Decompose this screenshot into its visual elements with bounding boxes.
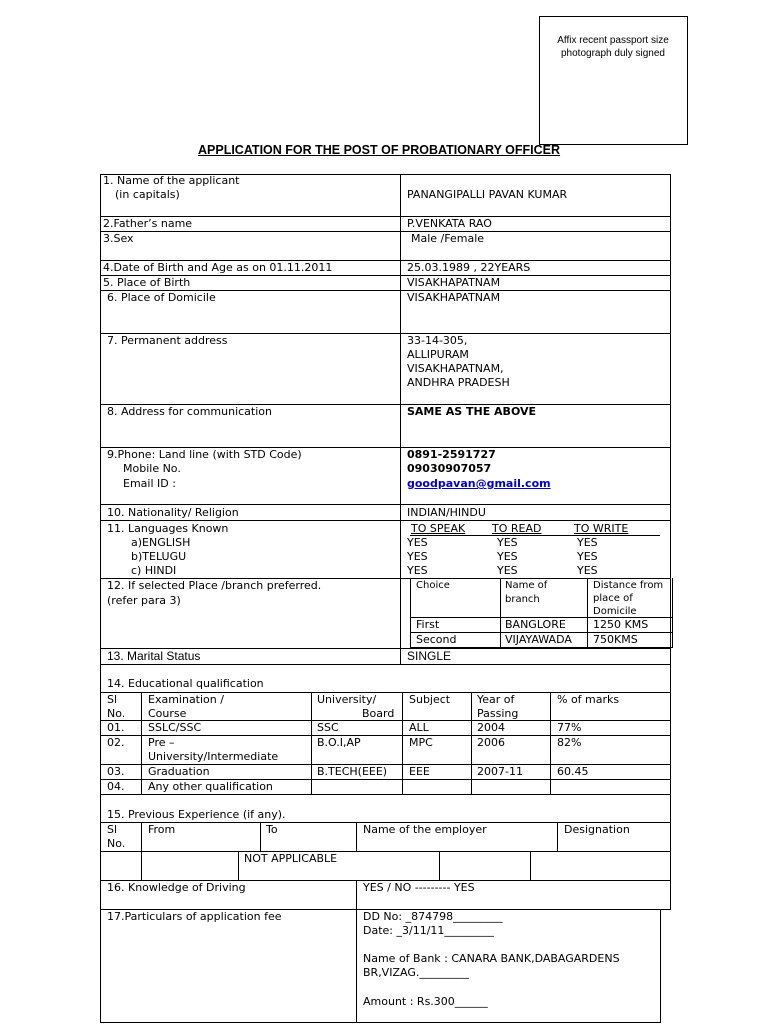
- marital-status-value: SINGLE: [407, 649, 452, 663]
- landline-value: 0891-2591727: [407, 448, 496, 461]
- language-read: YES: [497, 564, 518, 577]
- edu-exam: Pre –: [148, 736, 175, 749]
- father-name-label: 2.Father’s name: [103, 217, 193, 230]
- fee-dd-number: DD No: _874798_________: [363, 910, 503, 923]
- language-name: b)TELUGU: [131, 550, 187, 563]
- language-speak: YES: [407, 564, 428, 577]
- branch-pref-sublabel: (refer para 3): [107, 594, 181, 607]
- edu-header-exam: Examination /: [148, 693, 224, 706]
- nationality-value: INDIAN/HINDU: [407, 506, 486, 519]
- email-link[interactable]: goodpavan@gmail.com: [407, 477, 551, 490]
- edu-header-year: Year of: [477, 693, 515, 706]
- permanent-address-line: VISAKHAPATNAM,: [407, 362, 504, 375]
- experience-label: 15. Previous Experience (if any).: [107, 808, 286, 821]
- branch-header-distance: Domicile: [593, 606, 637, 617]
- sex-label: 3.Sex: [103, 232, 134, 245]
- language-speak: YES: [407, 550, 428, 563]
- edu-header-univ: University/: [317, 693, 377, 706]
- edu-year: 2006: [477, 736, 505, 749]
- fee-date: Date: _3/11/11_________: [363, 924, 494, 937]
- edu-sl: 02.: [107, 736, 125, 749]
- edu-univ: B.TECH(EEE): [317, 765, 388, 778]
- domicile-value: VISAKHAPATNAM: [407, 291, 501, 304]
- edu-exam-line2: University/Intermediate: [148, 750, 279, 763]
- edu-subject: MPC: [409, 736, 433, 749]
- permanent-address-line: 33-14-305,: [407, 334, 468, 347]
- phone-label: 9.Phone: Land line (with STD Code): [107, 448, 302, 461]
- exp-header-to: To: [266, 823, 278, 836]
- fee-bank-line2: BR,VIZAG._________: [363, 966, 469, 979]
- edu-header-sl: No.: [107, 707, 126, 720]
- exp-header-from: From: [148, 823, 176, 836]
- applicant-name-sublabel: (in capitals): [115, 188, 180, 201]
- edu-univ: SSC: [317, 721, 339, 734]
- language-read: YES: [497, 550, 518, 563]
- language-write: YES: [577, 550, 598, 563]
- mobile-label: Mobile No.: [123, 462, 181, 475]
- photo-box-text-line2: photograph duly signed: [561, 48, 665, 59]
- branch-header-name: Name of: [505, 580, 548, 591]
- driving-label: 16. Knowledge of Driving: [107, 881, 246, 894]
- language-name: c) HINDI: [131, 564, 177, 577]
- edu-exam: SSLC/SSC: [148, 721, 202, 734]
- applicant-name-label: 1. Name of the applicant: [103, 174, 240, 187]
- edu-header-marks: % of marks: [557, 693, 620, 706]
- edu-subject: EEE: [409, 765, 430, 778]
- education-label: 14. Educational qualification: [107, 677, 264, 690]
- edu-sl: 01.: [107, 721, 125, 734]
- permanent-address-line: ALLIPURAM: [407, 348, 469, 361]
- edu-univ: B.O.I,AP: [317, 736, 361, 749]
- sex-value: Male /Female: [411, 232, 485, 245]
- exp-header-employer: Name of the employer: [363, 823, 487, 836]
- language-speak: YES: [407, 536, 428, 549]
- language-read: YES: [497, 536, 518, 549]
- exp-header-designation: Designation: [564, 823, 630, 836]
- page-title: APPLICATION FOR THE POST OF PROBATIONARY OFFICER: [198, 143, 561, 157]
- languages-header-speak: TO SPEAK: [411, 522, 466, 535]
- domicile-label: 6. Place of Domicile: [107, 291, 216, 304]
- languages-header-write: TO WRITE: [574, 522, 629, 535]
- edu-marks: 82%: [557, 736, 582, 749]
- communication-address-value: SAME AS THE ABOVE: [407, 405, 537, 418]
- edu-header-subject: Subject: [409, 693, 451, 706]
- permanent-address-label: 7. Permanent address: [107, 334, 228, 347]
- edu-header-year: Passing: [477, 707, 519, 720]
- edu-subject: ALL: [409, 721, 429, 734]
- fee-bank: Name of Bank : CANARA BANK,DABAGARDENS: [363, 952, 620, 965]
- photo-box-text-line1: Affix recent passport size: [557, 35, 669, 46]
- birth-place-label: 5. Place of Birth: [103, 276, 191, 289]
- branch-name: VIJAYAWADA: [505, 633, 572, 646]
- branch-distance: 1250 KMS: [593, 618, 649, 631]
- email-label: Email ID :: [123, 477, 176, 490]
- edu-header-exam: Course: [148, 707, 187, 720]
- fee-label: 17.Particulars of application fee: [107, 910, 282, 923]
- languages-label: 11. Languages Known: [107, 522, 229, 535]
- communication-address-label: 8. Address for communication: [107, 405, 272, 418]
- mobile-value: 09030907057: [407, 462, 492, 475]
- branch-pref-label: 12. If selected Place /branch preferred.: [107, 579, 322, 592]
- language-name: a)ENGLISH: [131, 536, 191, 549]
- edu-exam: Graduation: [148, 765, 210, 778]
- languages-header-read: TO READ: [492, 522, 542, 535]
- permanent-address-line: ANDHRA PRADESH: [407, 376, 510, 389]
- edu-exam: Any other qualification: [148, 780, 273, 793]
- edu-sl: 04.: [107, 780, 125, 793]
- exp-header-sl: Sl: [107, 823, 118, 836]
- language-write: YES: [577, 536, 598, 549]
- branch-distance: 750KMS: [593, 633, 638, 646]
- branch-header-distance: Distance from: [593, 580, 664, 591]
- branch-name: BANGLORE: [505, 618, 566, 631]
- nationality-label: 10. Nationality/ Religion: [107, 506, 239, 519]
- edu-year: 2007-11: [477, 765, 523, 778]
- dob-label: 4.Date of Birth and Age as on 01.11.2011: [103, 261, 333, 274]
- birth-place-value: VISAKHAPATNAM: [407, 276, 501, 289]
- applicant-name-value: PANANGIPALLI PAVAN KUMAR: [407, 188, 568, 201]
- driving-value: YES / NO --------- YES: [363, 881, 475, 894]
- dob-value: 25.03.1989 , 22YEARS: [407, 261, 531, 274]
- experience-value: NOT APPLICABLE: [244, 852, 338, 865]
- branch-header-name: branch: [505, 594, 540, 605]
- language-write: YES: [577, 564, 598, 577]
- marital-status-label: 13. Marital Status: [107, 649, 201, 663]
- branch-header-distance: place of: [593, 593, 633, 604]
- edu-header-univ: Board: [362, 707, 395, 720]
- edu-marks: 77%: [557, 721, 582, 734]
- father-name-value: P.VENKATA RAO: [407, 217, 492, 230]
- exp-header-sl: No.: [107, 837, 126, 850]
- edu-marks: 60.45: [557, 765, 589, 778]
- fee-amount: Amount : Rs.300______: [363, 995, 488, 1008]
- edu-year: 2004: [477, 721, 505, 734]
- edu-sl: 03.: [107, 765, 125, 778]
- branch-choice: Second: [416, 633, 457, 646]
- photo-box: [539, 16, 688, 145]
- edu-header-sl: Sl: [107, 693, 118, 706]
- branch-choice: First: [416, 618, 440, 631]
- branch-header-choice: Choice: [416, 580, 450, 591]
